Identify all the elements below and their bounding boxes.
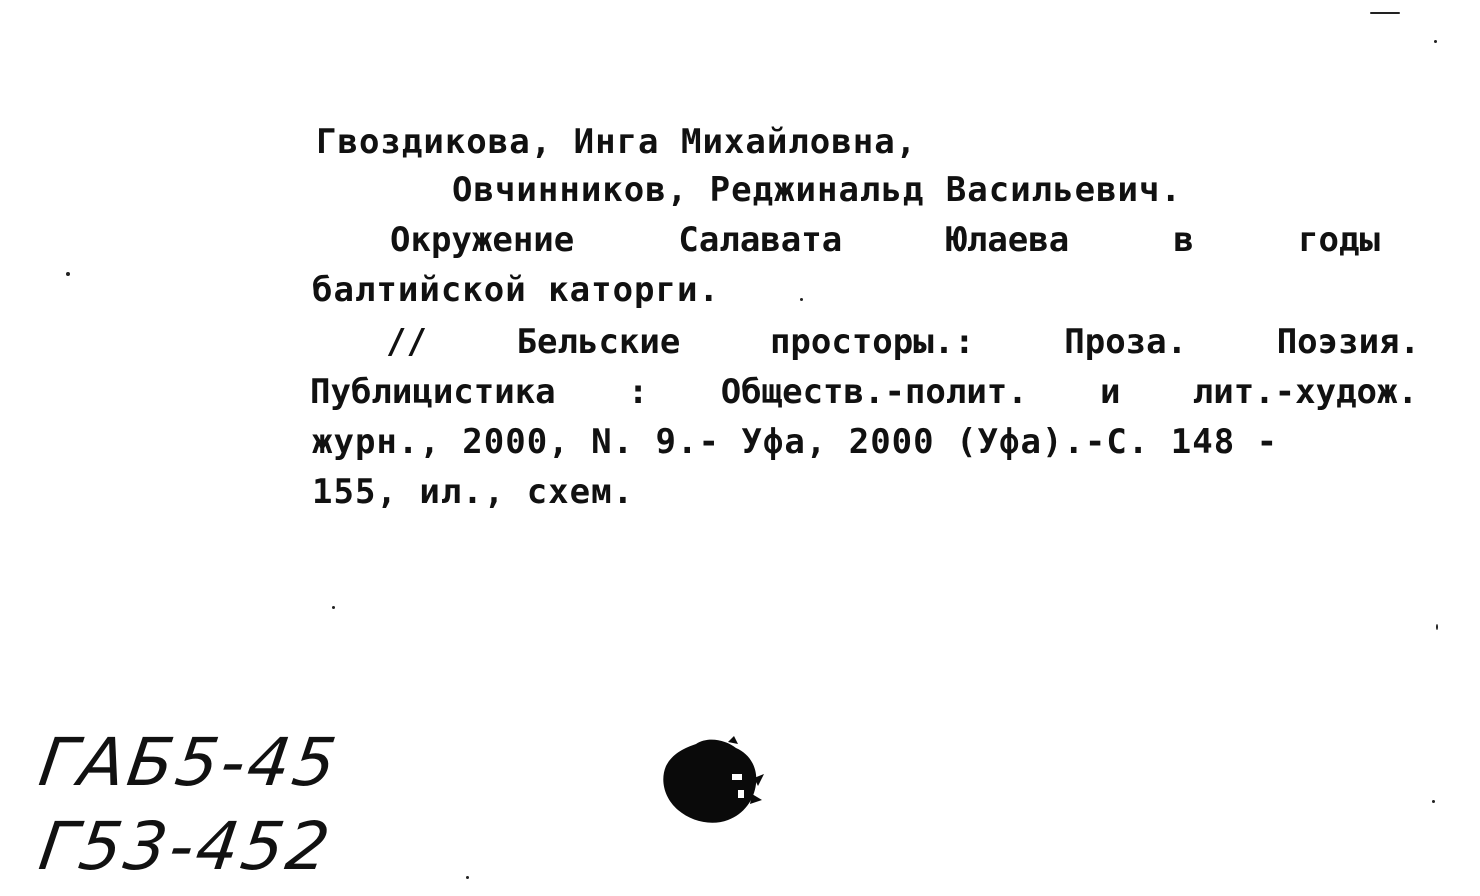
dust-speck bbox=[466, 876, 469, 879]
source-word: Бельские bbox=[516, 322, 681, 362]
dust-speck bbox=[1432, 800, 1435, 803]
title-word: Юлаева bbox=[946, 220, 1070, 260]
title-word: Салавата bbox=[678, 220, 843, 260]
source-line-1 bbox=[386, 318, 1420, 366]
shelfmark-first: ГАБ5-45 bbox=[34, 724, 344, 801]
source-line-3: журн., 2000, N. 9.- Уфа, 2000 (Уфа).-С. 148 - bbox=[312, 422, 1279, 462]
dust-speck bbox=[332, 606, 335, 609]
author-line: Гвоздикова, Инга Михайловна, bbox=[316, 122, 918, 162]
dust-speck bbox=[1436, 624, 1438, 630]
shelfmark-second: Г53-452 bbox=[34, 808, 338, 885]
coauthor-line: Овчинников, Реджинальд Васильевич. bbox=[452, 170, 1182, 210]
title-word: в bbox=[1173, 220, 1194, 260]
source-word: и bbox=[1100, 372, 1121, 412]
ink-blot-icon bbox=[658, 734, 768, 829]
dust-speck bbox=[66, 272, 70, 276]
source-word: Поэзия. bbox=[1276, 322, 1420, 362]
source-line-4: 155, ил., схем. bbox=[312, 472, 635, 512]
source-word: Обществ.-полит. bbox=[720, 372, 1028, 412]
source-word: Публицистика bbox=[310, 372, 556, 412]
title-word: Окружение bbox=[390, 220, 575, 260]
dust-speck bbox=[1434, 40, 1437, 43]
title-line bbox=[390, 216, 1380, 264]
source-word: // bbox=[386, 322, 427, 362]
source-word: просторы.: bbox=[769, 322, 975, 362]
source-line-2 bbox=[310, 368, 1418, 416]
title-word: годы bbox=[1298, 220, 1380, 260]
dust-speck bbox=[1370, 12, 1400, 14]
source-word: Проза. bbox=[1064, 322, 1188, 362]
dust-speck bbox=[800, 298, 803, 301]
title-continuation: балтийской каторги. bbox=[312, 270, 720, 310]
source-word: : bbox=[627, 372, 649, 412]
source-word: лит.-худож. bbox=[1192, 372, 1418, 412]
